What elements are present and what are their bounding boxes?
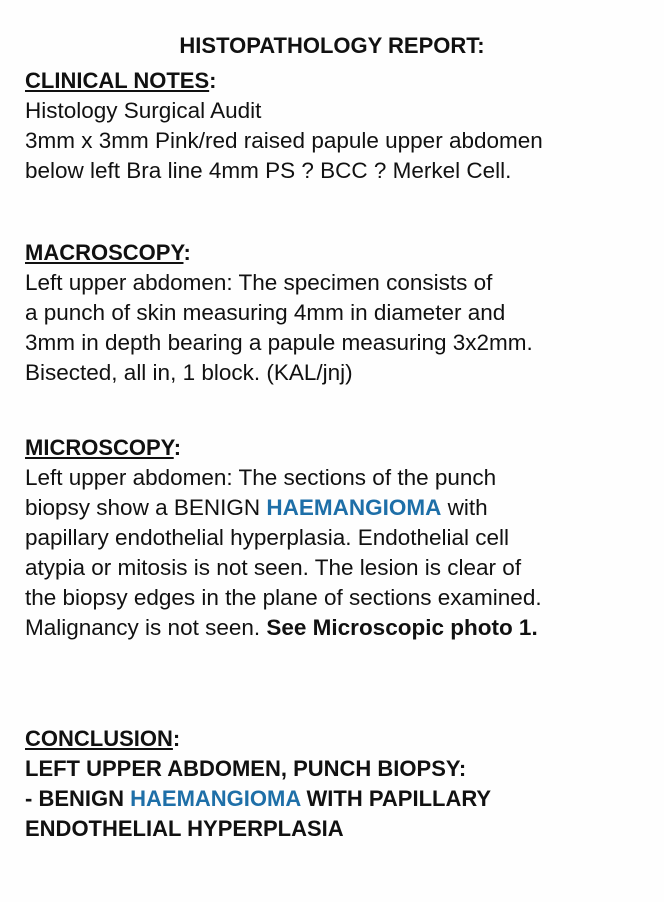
macroscopy-line: Bisected, all in, 1 block. (KAL/jnj) (25, 360, 353, 385)
conclusion-line: LEFT UPPER ABDOMEN, PUNCH BIOPSY: (25, 756, 467, 781)
clinical-notes-line: 3mm x 3mm Pink/red raised papule upper abdomen (25, 128, 543, 153)
photo-reference: See Microscopic photo 1. (266, 615, 538, 640)
microscopy-line: the biopsy edges in the plane of sections examined. (25, 585, 542, 610)
microscopy-line: biopsy show a BENIGN HAEMANGIOMA with (25, 495, 488, 520)
conclusion-line: - BENIGN HAEMANGIOMA WITH PAPILLARY (25, 786, 492, 811)
macroscopy-section (25, 238, 645, 388)
conclusion-line: ENDOTHELIAL HYPERPLASIA (25, 816, 344, 841)
clinical-notes-section (25, 66, 645, 186)
microscopy-line: papillary endothelial hyperplasia. Endothelial cell (25, 525, 510, 550)
microscopy-section (25, 433, 645, 643)
macroscopy-heading: MACROSCOPY: (25, 240, 191, 265)
clinical-notes-line: Histology Surgical Audit (25, 98, 262, 123)
conclusion-heading: CONCLUSION: (25, 726, 181, 751)
macroscopy-line: Left upper abdomen: The specimen consists of (25, 270, 493, 295)
report-title: HISTOPATHOLOGY REPORT: (179, 33, 485, 58)
microscopy-line: Left upper abdomen: The sections of the punch (25, 465, 497, 490)
clinical-notes-line: below left Bra line 4mm PS ? BCC ? Merkel Cell. (25, 158, 512, 183)
clinical-notes-heading: CLINICAL NOTES: (25, 68, 217, 93)
diagnosis-highlight: HAEMANGIOMA (130, 786, 301, 811)
microscopy-line: atypia or mitosis is not seen. The lesion is clear of (25, 555, 522, 580)
macroscopy-line: 3mm in depth bearing a papule measuring 3x2mm. (25, 330, 533, 355)
microscopy-line: Malignancy is not seen. See Microscopic photo 1. (25, 615, 538, 640)
diagnosis-highlight: HAEMANGIOMA (266, 495, 442, 520)
macroscopy-line: a punch of skin measuring 4mm in diameter and (25, 300, 506, 325)
microscopy-heading: MICROSCOPY: (25, 435, 182, 460)
conclusion-section (25, 724, 645, 844)
